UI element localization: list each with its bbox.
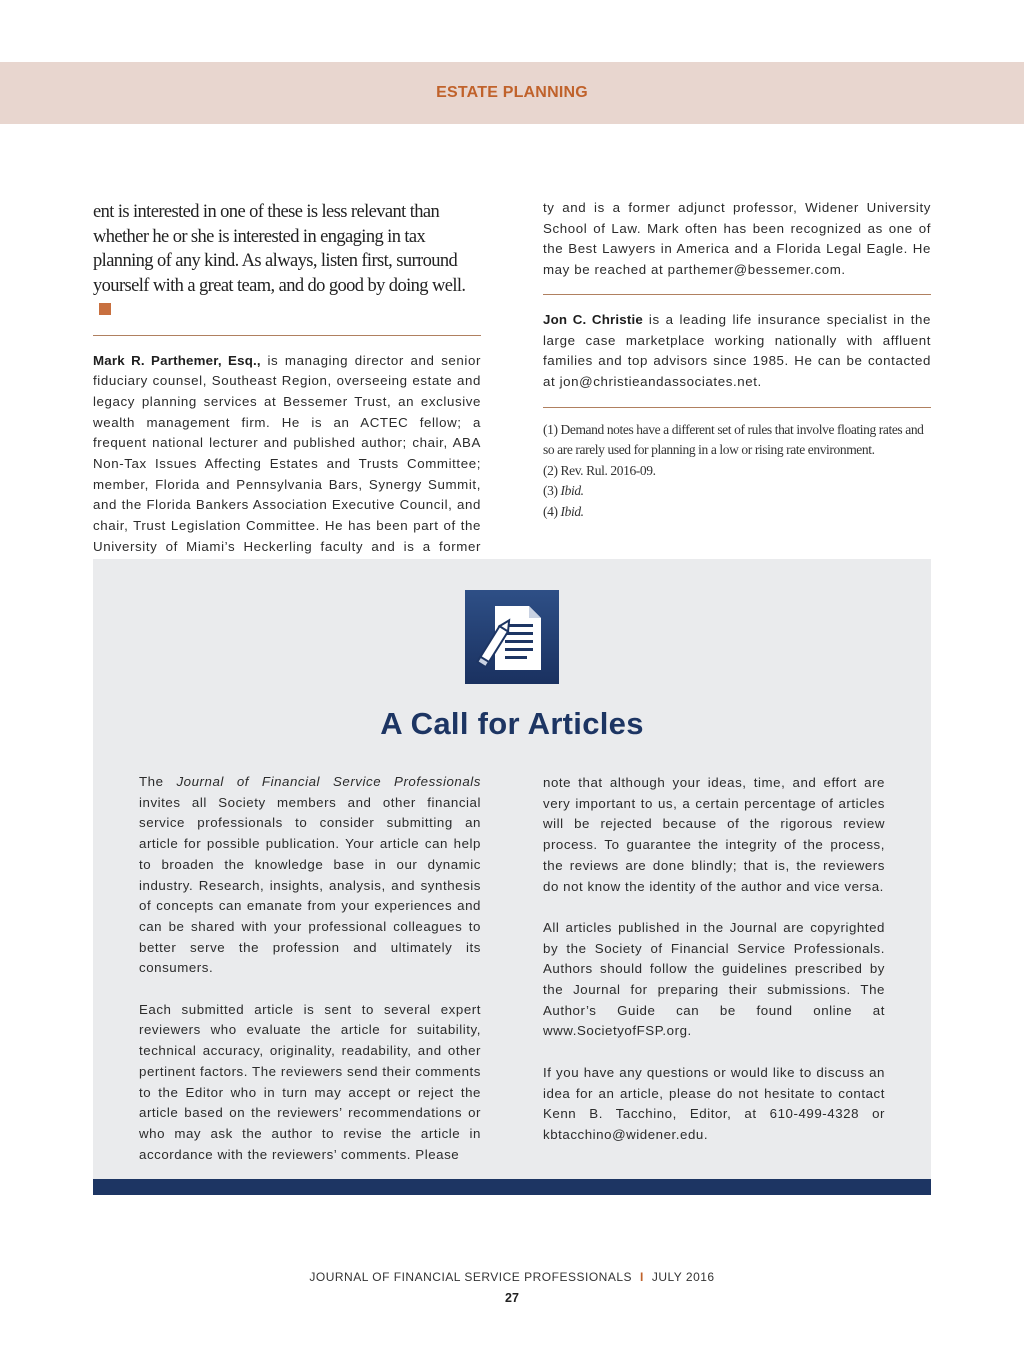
document-pencil-icon (465, 590, 559, 684)
endnote-4: (4) Ibid. (543, 503, 584, 519)
author-name: Jon C. Christie (543, 311, 644, 327)
right-column (543, 198, 931, 522)
call-paragraph-1: The Journal of Financial Service Professionals invites all Society members and other financial service professionals to consider submitting an article for possible publication. Your article can help to broaden the knowledge base in our dynamic industry. Research, insights, analysis, and synthesis of concepts can emanate from your experiences and can be shared with your professional colleagues to better serve the profession and ultimately its consumers. (139, 774, 482, 976)
author-bio-continued: ty and is a former adjunct professor, Widener University School of Law. Mark often has been recognized as one of the Best Lawyers in America and a Florida Legal Eagle. He may be reached at parthemer@bessemer.com. (543, 200, 931, 278)
call-paragraph-2: Each submitted article is sent to several expert reviewers who evaluate the article for suitability, technical accuracy, originality, readability, and other pertinent factors. The reviewers send their comments to the Editor who in turn may accept or reject the article based on the reviewers’ recommendations or who may ask the author to revise the article in accordance with the reviewers’ comments. Please (139, 1001, 481, 1162)
endnote-3: (3) Ibid. (543, 483, 584, 499)
page-number: 27 (505, 1291, 519, 1305)
divider (543, 294, 931, 295)
call-right-column (543, 773, 885, 1146)
call-paragraph-4: All articles published in the Journal are copyrighted by the Society of Financial Service Professionals. Authors should follow the guidelines prescribed by the Journal for preparing their submissions. The Author’s Guide can be found online at www.SocietyofFSP.org. (543, 919, 885, 1039)
call-left-column (139, 772, 481, 1165)
author-bio-parthemer: Mark R. Parthemer, Esq., is managing director and senior fiduciary counsel, Southeast Region, overseeing estate and legacy planning services at Bessemer Trust, an exclusive wealth management firm. He is an ACTEC fellow; a frequent national lecturer and published author; chair, ABA Non-Tax Issues Affecting Estates and Trusts Committee; member, Florida and Pennsylvania Bars, Synergy Summit, and the Florida Bankers Association Executive Council, and chair, Trust Legislation Committee. He has been part of the University of Miami’s Heckerling faculty and is a former (93, 352, 482, 554)
issue-date: JULY 2016 (651, 1270, 715, 1284)
call-for-articles-title: A Call for Articles (380, 706, 644, 741)
author-bio-christie: Jon C. Christie is a leading life insurance specialist in the large case marketplace working nationally with affluent families and top advisors since 1985. He can be contacted at jon@christieandassociates.net. (543, 311, 931, 389)
endnotes (543, 420, 931, 523)
endnote-1: (1) Demand notes have a different set of rules that involve floating rates and so are rarely used for planning in a low or rising rate environment. (543, 421, 924, 458)
call-box-bottom-stripe (93, 1179, 931, 1195)
footer-separator: I (640, 1270, 644, 1284)
call-paragraph-5: If you have any questions or would like to discuss an idea for an article, please do not hesitate to contact Kenn B. Tacchino, Editor, at 610-499-4328 or kbtacchino@widener.edu. (543, 1064, 885, 1142)
section-header-band (0, 62, 1024, 124)
section-title: ESTATE PLANNING (436, 84, 588, 101)
call-paragraph-3: note that although your ideas, time, and effort are very important to us, a certain percentage of articles will be rejected because of the rigorous review process. To guarantee the integrity of the process, the reviews are done blindly; that is, the reviewers do not know the identity of the author and vice versa. (543, 775, 885, 894)
divider (543, 407, 931, 408)
end-of-article-mark (99, 303, 111, 315)
left-column (93, 200, 481, 558)
author-name: Mark R. Parthemer, Esq., (93, 352, 261, 368)
journal-name: JOURNAL OF FINANCIAL SERVICE PROFESSIONALS (309, 1270, 632, 1284)
closing-paragraph: ent is interested in one of these is less relevant than whether he or she is interested in engaging in tax planning of any kind. As always, listen first, surround yourself with a great team, and do good by doing well. (93, 200, 481, 323)
page-footer (0, 1270, 1024, 1284)
divider (93, 335, 481, 336)
endnote-2: (2) Rev. Rul. 2016-09. (543, 462, 656, 478)
